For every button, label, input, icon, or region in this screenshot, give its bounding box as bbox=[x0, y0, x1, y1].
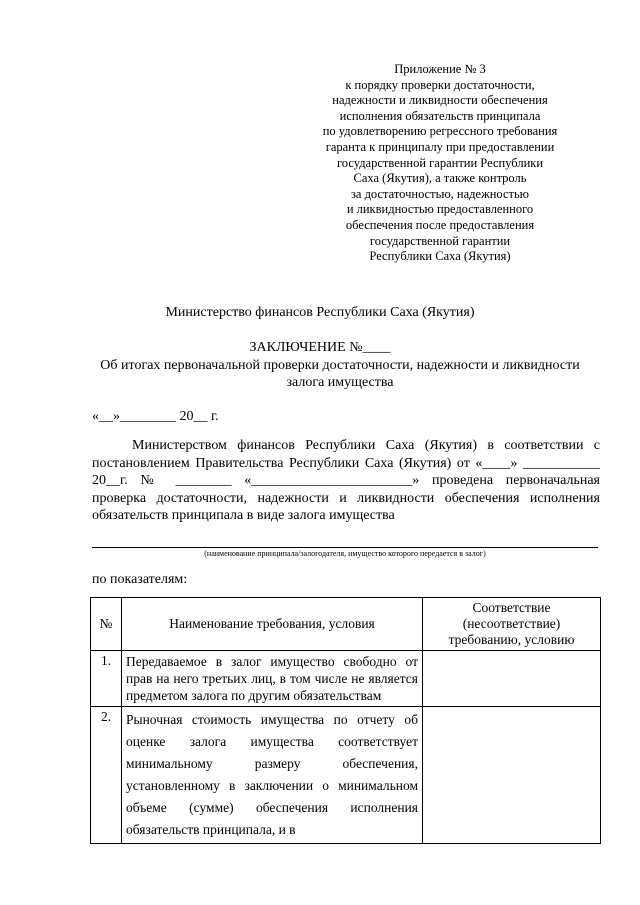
row-compliance bbox=[423, 651, 601, 707]
row-requirement: Передаваемое в залог имущество свободно от прав на него третьих лиц, в том числе не является предметом залога по другим обязательствам bbox=[122, 651, 423, 707]
appendix-line: исполнения обязательств принципала bbox=[339, 108, 541, 123]
fill-in-caption: (наименование принципала/залогодателя, имущество которого передается в залог) bbox=[204, 549, 486, 558]
row-number: 1. bbox=[91, 651, 122, 707]
conclusion-subtitle: Об итогах первоначальной проверки достаточности, надежности и ликвидности залога имущества bbox=[100, 358, 580, 390]
body-paragraph bbox=[92, 437, 600, 525]
ministry-name: Министерство финансов Республики Саха (Якутия) bbox=[165, 305, 475, 320]
appendix-header bbox=[270, 62, 610, 265]
row-requirement: Рыночная стоимость имущества по отчету об оценке залога имущества соответствует минимальному размеру обеспечения, установленному в заключении о минимальном объеме (сумме) обеспечения исполнения обязательств принципала, и в bbox=[122, 707, 423, 844]
date-line: «__»________ 20__ г. bbox=[92, 409, 219, 424]
paragraph-text: Министерством финансов Республики Саха (Якутия) в соответствии с постановлением Правительства Республики Саха (Якутия) от «____» ___________ 20__г. № ________ «_______________________» проведена первоначальная проверка достаточности, надежности и ликвидности обеспечения исполнения обязательств принципала в виде залога имущества bbox=[92, 438, 600, 524]
table-row bbox=[91, 707, 601, 844]
appendix-line: Республики Саха (Якутия) bbox=[369, 249, 511, 264]
appendix-line: за достаточностью, надежностью bbox=[350, 186, 530, 201]
conclusion-title: ЗАКЛЮЧЕНИЕ №____ bbox=[249, 340, 391, 355]
row-compliance bbox=[423, 707, 601, 844]
appendix-line: по удовлетворению регрессного требования bbox=[322, 124, 558, 139]
header-compliance: Соответствие (несоответствие) требованию, условию bbox=[423, 598, 601, 651]
table-row bbox=[91, 651, 601, 707]
indicators-label: по показателям: bbox=[92, 572, 188, 587]
fill-in-line bbox=[92, 547, 598, 548]
appendix-line: Приложение № 3 bbox=[394, 62, 486, 76]
table-header-row bbox=[91, 598, 601, 651]
requirements-table bbox=[90, 597, 601, 844]
row-number: 2. bbox=[91, 707, 122, 844]
header-requirement: Наименование требования, условия bbox=[122, 598, 423, 651]
appendix-line: гаранта к принципалу при предоставлении bbox=[325, 139, 555, 154]
appendix-line: и ликвидностью предоставленного bbox=[346, 202, 534, 217]
header-number: № bbox=[91, 598, 122, 651]
appendix-line: к порядку проверки достаточности, bbox=[345, 77, 535, 92]
appendix-line: государственной гарантии Республики bbox=[336, 155, 544, 170]
appendix-line: государственной гарантии bbox=[369, 233, 511, 248]
appendix-line: надежности и ликвидности обеспечения bbox=[332, 93, 548, 108]
appendix-line: Саха (Якутия), а также контроль bbox=[353, 171, 527, 186]
appendix-line: обеспечения после предоставления bbox=[345, 217, 535, 232]
